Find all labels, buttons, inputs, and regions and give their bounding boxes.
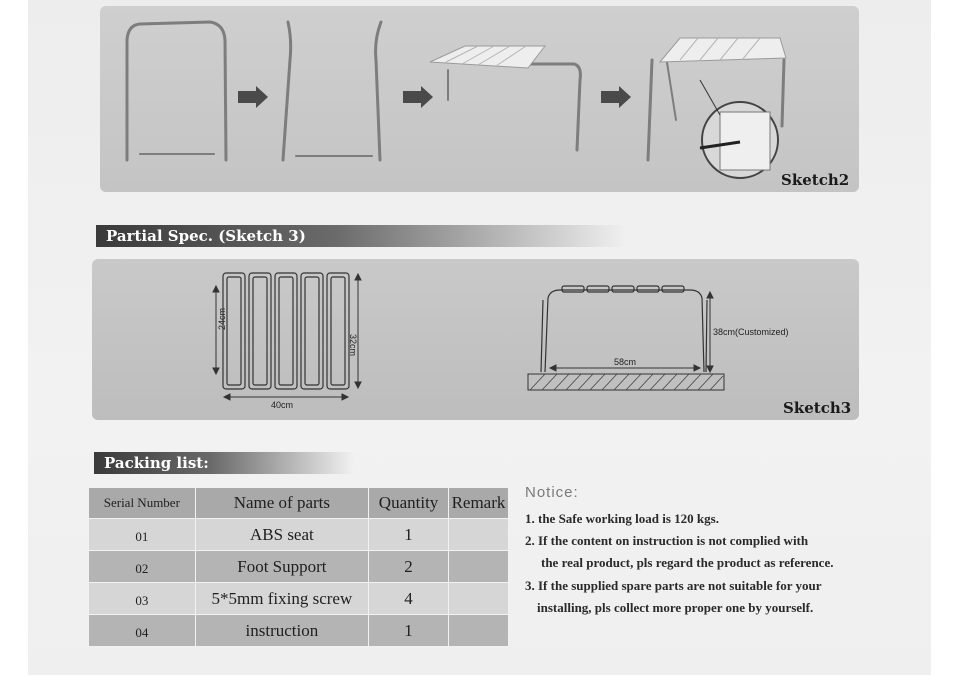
part-name-cell: Foot Support xyxy=(195,551,368,583)
part-name-cell: ABS seat xyxy=(195,519,368,551)
remark-cell xyxy=(449,519,509,551)
dim-40cm: 40cm xyxy=(271,400,294,410)
remark-cell xyxy=(449,615,509,647)
dim-38cm: 38cm(Customized) xyxy=(713,327,789,337)
sketch2-label: Sketch2 xyxy=(781,171,850,189)
column-header: Name of parts xyxy=(195,488,368,519)
part-name-cell: instruction xyxy=(195,615,368,647)
quantity-cell: 4 xyxy=(369,583,449,615)
notice-line: 2. If the content on instruction is not complied with xyxy=(525,533,809,548)
serial-cell: 03 xyxy=(89,583,196,615)
notice-line: 3. If the supplied spare parts are not suitable for your xyxy=(525,578,822,593)
dim-58cm: 58cm xyxy=(614,357,637,367)
notice-line: the real product, pls regard the product as reference. xyxy=(541,555,834,570)
remark-cell xyxy=(449,551,509,583)
serial-cell: 01 xyxy=(89,519,196,551)
table-header-row xyxy=(89,488,509,519)
part-name-cell: 5*5mm fixing screw xyxy=(195,583,368,615)
quantity-cell: 2 xyxy=(369,551,449,583)
column-header: Quantity xyxy=(369,488,449,519)
quantity-cell: 1 xyxy=(369,615,449,647)
table-row xyxy=(89,615,509,647)
serial-cell: 02 xyxy=(89,551,196,583)
notice-title: Notice: xyxy=(525,484,579,501)
sketch3-label: Sketch3 xyxy=(783,399,852,417)
column-header: Remark xyxy=(449,488,509,519)
dim-24cm: 24cm xyxy=(217,307,227,330)
packing-table xyxy=(88,487,509,647)
table-row xyxy=(89,519,509,551)
quantity-cell: 1 xyxy=(369,519,449,551)
column-header: Serial Number xyxy=(89,488,196,519)
dim-32cm: 32cm xyxy=(348,334,358,357)
table-row xyxy=(89,583,509,615)
packing-list-header: Packing list: xyxy=(94,452,354,474)
table-row xyxy=(89,551,509,583)
remark-cell xyxy=(449,583,509,615)
notice-line: installing, pls collect more proper one by yourself. xyxy=(537,600,814,615)
serial-cell: 04 xyxy=(89,615,196,647)
notice-line: 1. the Safe working load is 120 kgs. xyxy=(525,511,719,526)
partial-spec-header: Partial Spec. (Sketch 3) xyxy=(96,225,626,247)
